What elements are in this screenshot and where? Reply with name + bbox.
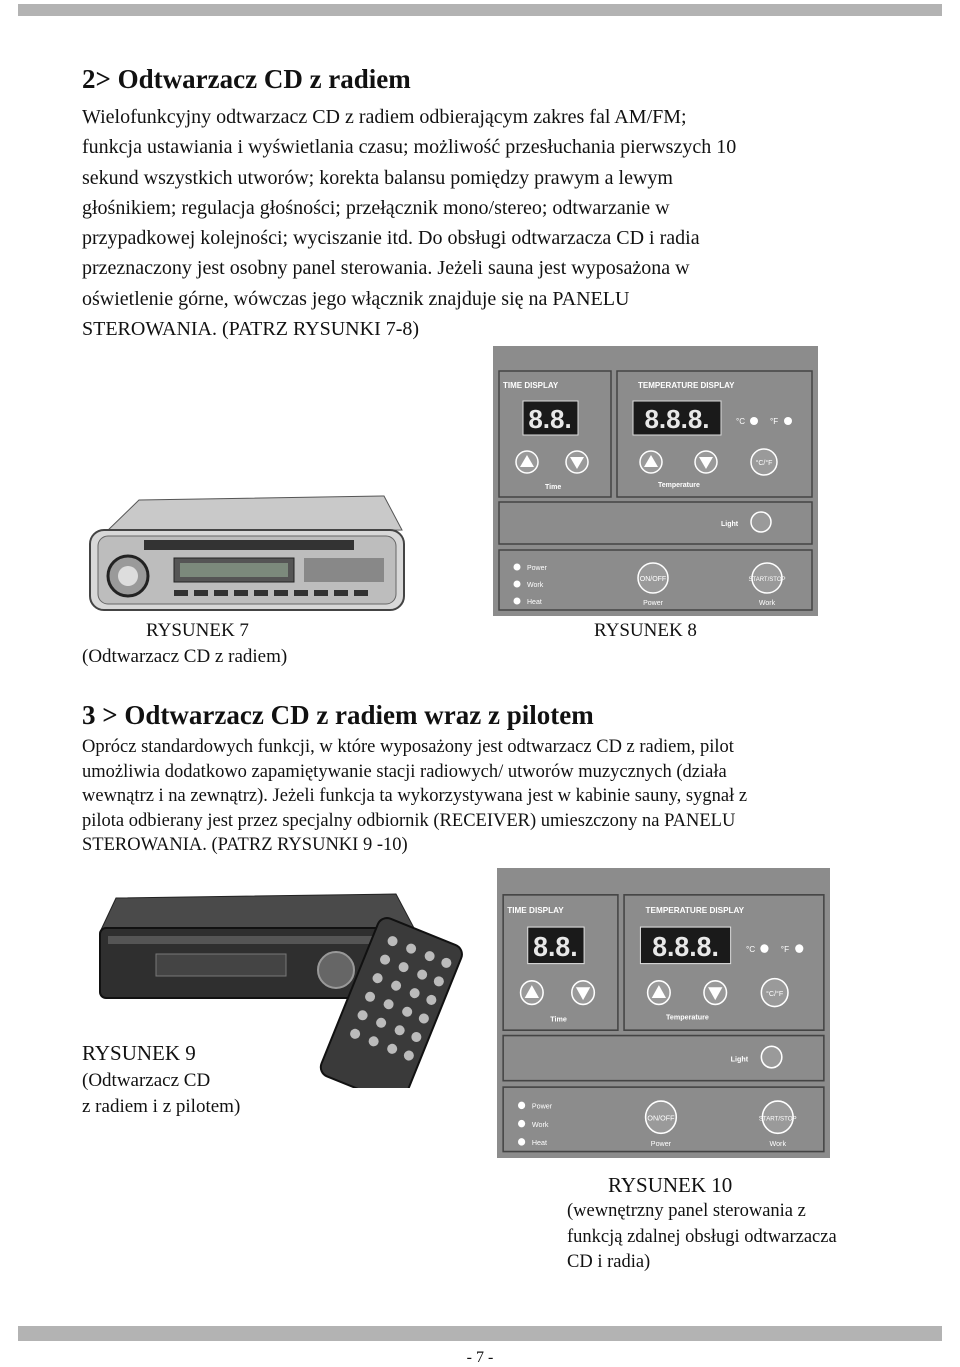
celsius-label: °C: [736, 417, 745, 426]
text-line: wewnątrz i na zewnątrz). Jeżeli funkcja ta wykorzystywana jest w kabinie sauny, sygnał z: [82, 786, 748, 806]
fig10-caption: [567, 1199, 837, 1276]
cf-button-label: °C/°F: [755, 460, 773, 467]
work-label: Work: [758, 600, 776, 607]
light-label: Light: [721, 521, 739, 528]
text-line: głośnikiem; regulacja głośności; przełącznik mono/stereo; odtwarzanie w: [82, 196, 670, 219]
section3-heading: 3 > Odtwarzacz CD z radiem wraz z pilotem: [82, 700, 594, 730]
led-work-label: Work: [531, 1119, 549, 1129]
time-digits: 8.8.: [533, 930, 578, 963]
power-label: Power: [650, 1139, 672, 1149]
time-digits: 8.8.: [528, 404, 572, 434]
section3-paragraph: [82, 735, 882, 858]
light-button[interactable]: [761, 1046, 781, 1067]
text-line: przeznaczony jest osobny panel sterowania. Jeżeli sauna jest wyposażona w: [82, 257, 690, 280]
temperature-display-label: TEMPERATURE DISPLAY: [645, 904, 745, 916]
text-line: STEROWANIA. (PATRZ RYSUNKI 7-8): [82, 318, 420, 341]
caption-line: CD i radia): [567, 1252, 651, 1272]
caption-line: (wewnętrzny panel sterowania z: [567, 1201, 806, 1221]
caption-line: (Odtwarzacz CD: [82, 1070, 211, 1091]
fig10-title: RYSUNEK 10: [608, 1173, 733, 1197]
light-button[interactable]: [751, 512, 771, 532]
celsius-label: °C: [745, 943, 756, 954]
caption-line: z radiem i z pilotem): [82, 1096, 241, 1117]
page-number: - 7 -: [466, 1349, 494, 1366]
time-label: Time: [550, 1014, 567, 1024]
fig9-title: RYSUNEK 9: [82, 1041, 196, 1065]
text-line: oświetlenie górne, wówczas jego włącznik znajduje się na PANELU: [82, 287, 630, 310]
on-off-label: ON/OFF: [639, 576, 667, 583]
bottom-bar: [18, 1326, 942, 1341]
fahrenheit-label: °F: [770, 417, 779, 426]
on-off-label: ON/OFF: [647, 1113, 675, 1123]
light-label: Light: [730, 1054, 749, 1064]
time-label: Time: [545, 484, 562, 491]
fig9-caption: [82, 1068, 240, 1120]
fig7-caption: (Odtwarzacz CD z radiem): [82, 646, 288, 667]
start-stop-label: START/STOP: [758, 1115, 797, 1123]
start-stop-label: START/STOP: [748, 577, 786, 583]
control-panel-image: [493, 346, 818, 616]
led-heat-label: Heat: [527, 599, 542, 606]
caption-line: funkcją zdalnej obsługi odtwarzacza: [567, 1226, 837, 1247]
text-line: pilota odbierany jest przez specjalny odbiornik (RECEIVER) umieszczony na PANELU: [82, 810, 736, 831]
temperature-label: Temperature: [658, 482, 700, 489]
text-line: przypadkowej kolejności; wyciszanie itd. Do obsługi odtwarzacza CD i radia: [82, 227, 700, 250]
text-line: umożliwia dodatkowo zapamiętywanie stacji radiowych/ utworów muzycznych (działa: [82, 761, 727, 782]
text-line: STEROWANIA. (PATRZ RYSUNKI 9 -10): [82, 835, 408, 855]
work-label: Work: [769, 1139, 787, 1149]
section2-heading: 2> Odtwarzacz CD z radiem: [82, 64, 411, 94]
fig8-title: RYSUNEK 8: [594, 620, 697, 641]
time-display-label: TIME DISPLAY: [503, 381, 559, 390]
text-line: funkcja ustawiania i wyświetlania czasu; możliwość przesłuchania pierwszych 10: [82, 136, 737, 159]
temperature-display-label: TEMPERATURE DISPLAY: [638, 381, 735, 390]
top-bar: [18, 4, 942, 16]
text-line: sekund wszystkich utworów; korekta balansu pomiędzy prawym a lewym: [82, 166, 673, 189]
cf-button-label: °C/°F: [766, 988, 784, 998]
led-work-label: Work: [527, 582, 544, 589]
time-display-label: TIME DISPLAY: [507, 904, 564, 916]
text-line: Oprócz standardowych funkcji, w które wyposażony jest odtwarzacz CD z radiem, pilot: [82, 737, 734, 757]
text-line: Wielofunkcyjny odtwarzacz CD z radiem odbierającym zakres fal AM/FM;: [82, 106, 687, 128]
temperature-label: Temperature: [666, 1012, 709, 1022]
led-power-label: Power: [531, 1101, 553, 1111]
cd-player-image: [84, 490, 406, 618]
power-label: Power: [643, 600, 663, 607]
fahrenheit-label: °F: [780, 943, 790, 954]
led-power-label: Power: [527, 565, 547, 572]
fig7-title: RYSUNEK 7: [146, 620, 249, 641]
section2-paragraph: [82, 102, 882, 344]
temperature-digits: 8.8.8.: [652, 930, 719, 963]
led-heat-label: Heat: [531, 1137, 547, 1148]
control-panel-remote-image: [497, 868, 830, 1158]
temperature-digits: 8.8.8.: [644, 404, 710, 434]
